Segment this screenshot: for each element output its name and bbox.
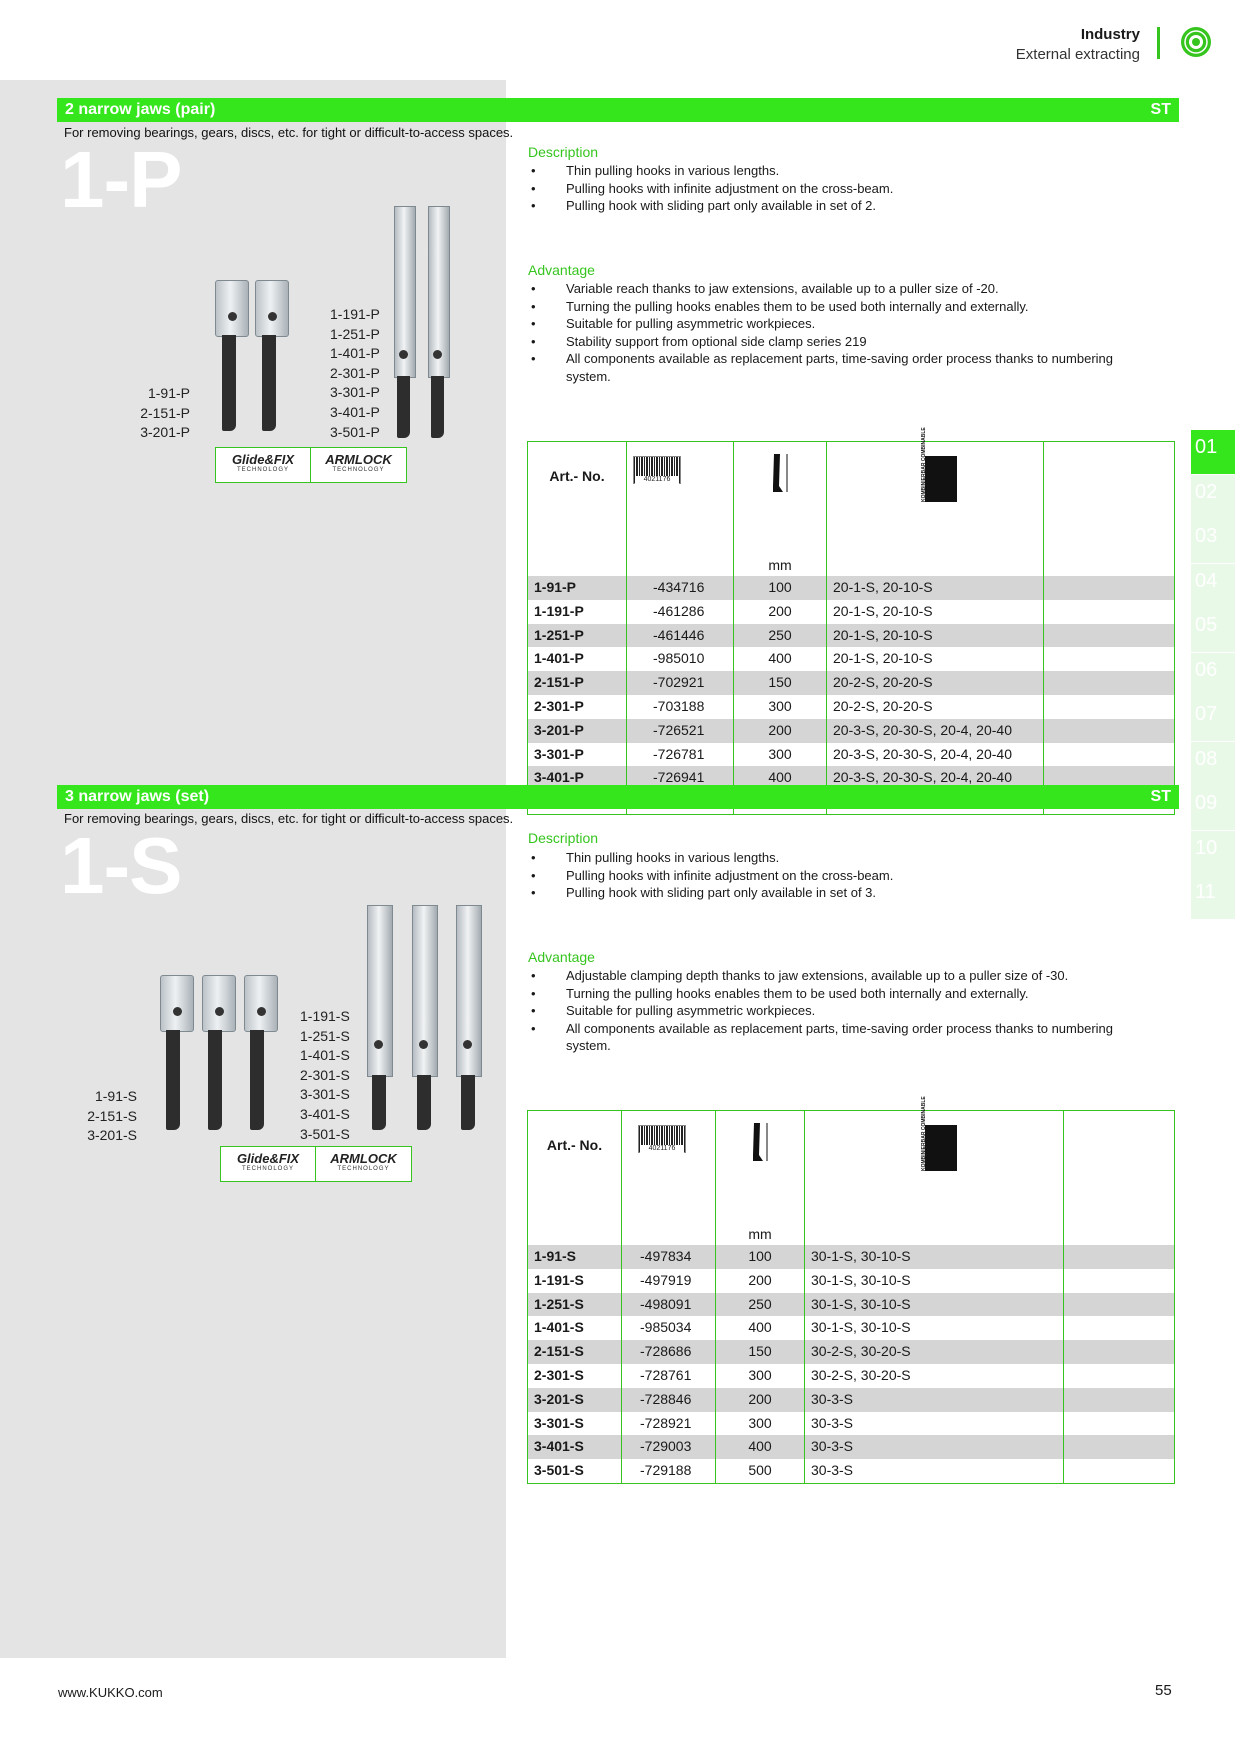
col-header-combinable xyxy=(827,427,1044,555)
jaw-label: 2-301-S xyxy=(300,1066,350,1083)
order-no-cell: -728761 xyxy=(622,1364,716,1388)
glide-fix-sub: TECHNOLOGY xyxy=(236,467,289,473)
table-row xyxy=(528,1316,1175,1340)
list-item: • Turning the pulling hooks enables them to be used both internally and externally. xyxy=(528,985,1148,1003)
art-no-cell: 3-301-S xyxy=(528,1412,622,1436)
combinable-cell: 20-1-S, 20-10-S xyxy=(827,647,1044,671)
combinable-cell: 20-3-S, 20-30-S, 20-4, 20-40 xyxy=(827,766,1044,790)
list-item: • Variable reach thanks to jaw extensions, available up to a puller size of -20. xyxy=(528,280,1148,298)
glide-fix-logo: Glide&FIX xyxy=(231,452,295,467)
empty-cell xyxy=(1064,1435,1175,1459)
empty-cell xyxy=(1064,1340,1175,1364)
art-no-cell: 2-151-S xyxy=(528,1340,622,1364)
barcode-icon: 4021176 xyxy=(633,456,681,484)
combinable-cell: 20-3-S, 20-30-S, 20-4, 20-40 xyxy=(827,719,1044,743)
length-cell: 200 xyxy=(716,1388,805,1412)
list-item: • All components available as replacement parts, time-saving order process thanks to numbering system. xyxy=(528,350,1148,385)
tab-chapter-07[interactable]: 07 xyxy=(1191,697,1235,741)
jaw-label: 3-301-P xyxy=(330,384,380,401)
col-header-artno: Art.- No. xyxy=(528,1111,622,1224)
length-cell: 400 xyxy=(734,647,827,671)
empty-cell xyxy=(1044,624,1175,648)
art-no-cell: 1-191-S xyxy=(528,1269,622,1293)
section-badge: ST xyxy=(1150,788,1171,805)
tab-chapter-02[interactable]: 02 xyxy=(1191,475,1235,519)
combinable-cell: 30-3-S xyxy=(805,1435,1064,1459)
empty-cell xyxy=(1044,600,1175,624)
combinable-cell: 30-1-S, 30-10-S xyxy=(805,1269,1064,1293)
order-no-cell: -702921 xyxy=(627,671,734,695)
kukko-logo-icon xyxy=(1180,26,1212,58)
length-cell: 200 xyxy=(734,719,827,743)
combinable-cell: 30-3-S xyxy=(805,1388,1064,1412)
jaw-label: 3-201-S xyxy=(87,1127,137,1144)
tab-chapter-08[interactable]: 08 xyxy=(1191,742,1235,786)
length-cell: 400 xyxy=(716,1316,805,1340)
art-no-cell: 3-401-S xyxy=(528,1435,622,1459)
jaw-label: 1-401-P xyxy=(330,345,380,362)
jaw-label: 2-151-S xyxy=(87,1107,137,1124)
list-item: • Stability support from optional side clamp series 219 xyxy=(528,333,1148,351)
art-no-cell: 3-201-P xyxy=(528,719,627,743)
tab-chapter-01[interactable]: 01 xyxy=(1191,430,1235,474)
list-item: • Suitable for pulling asymmetric workpieces. xyxy=(528,1002,1148,1020)
combinable-cell: 30-1-S, 30-10-S xyxy=(805,1245,1064,1269)
table-row xyxy=(528,1269,1175,1293)
glide-fix-logo: Glide&FIX xyxy=(236,1151,300,1166)
art-no-cell: 2-301-P xyxy=(528,695,627,719)
advantage-list xyxy=(528,967,1148,1055)
empty-cell xyxy=(1064,1269,1175,1293)
page-number: 55 xyxy=(1155,1682,1172,1699)
empty-cell xyxy=(1044,695,1175,719)
combinable-icon: KOMBINIERBAR COMBINABLE xyxy=(913,456,957,502)
length-cell: 300 xyxy=(716,1412,805,1436)
empty-cell xyxy=(1064,1316,1175,1340)
jaw-label: 3-201-P xyxy=(140,424,190,441)
empty-cell xyxy=(1064,1412,1175,1436)
combinable-cell: 30-1-S, 30-10-S xyxy=(805,1316,1064,1340)
list-item: • Thin pulling hooks in various lengths. xyxy=(528,849,1148,867)
list-item: • Adjustable clamping depth thanks to jaw extensions, available up to a puller size of -30. xyxy=(528,967,1148,985)
combinable-cell: 30-3-S xyxy=(805,1412,1064,1436)
short-jaw-labels xyxy=(100,384,190,443)
category-title: Industry xyxy=(1080,26,1140,43)
table-row xyxy=(528,647,1175,671)
order-no-cell: -728921 xyxy=(622,1412,716,1436)
table-row xyxy=(528,719,1175,743)
length-cell: 100 xyxy=(734,576,827,600)
armlock-sub: TECHNOLOGY xyxy=(332,467,385,473)
jaw-label: 1-91-P xyxy=(147,385,190,401)
table-row xyxy=(528,1412,1175,1436)
jaw-length-icon xyxy=(749,1121,771,1165)
length-cell: 400 xyxy=(716,1435,805,1459)
col-header-barcode xyxy=(627,442,734,555)
advantage-heading: Advantage xyxy=(528,262,595,278)
jaw-label: 1-251-P xyxy=(330,325,380,342)
combinable-cell: 20-1-S, 20-10-S xyxy=(827,624,1044,648)
empty-cell xyxy=(1044,671,1175,695)
barcode-icon: 4021176 xyxy=(638,1125,686,1153)
section-title: 3 narrow jaws (set) xyxy=(65,788,210,805)
length-cell: 300 xyxy=(734,695,827,719)
combinable-cell: 30-1-S, 30-10-S xyxy=(805,1293,1064,1317)
combinable-cell: 20-2-S, 20-20-S xyxy=(827,695,1044,719)
list-item: • Suitable for pulling asymmetric workpieces. xyxy=(528,315,1148,333)
empty-cell xyxy=(1064,1245,1175,1269)
col-header-length xyxy=(716,1111,805,1224)
jaw-label: 1-191-S xyxy=(300,1008,350,1024)
art-no-cell: 1-91-S xyxy=(528,1245,622,1269)
table-row xyxy=(528,1364,1175,1388)
order-no-cell: -729188 xyxy=(622,1459,716,1483)
length-cell: 150 xyxy=(734,671,827,695)
order-no-cell: -497834 xyxy=(622,1245,716,1269)
tab-chapter-06[interactable]: 06 xyxy=(1191,653,1235,697)
combinable-cell: 30-2-S, 30-20-S xyxy=(805,1364,1064,1388)
order-no-cell: -985034 xyxy=(622,1316,716,1340)
section-title: 2 narrow jaws (pair) xyxy=(65,101,216,118)
jaw-label: 1-251-S xyxy=(300,1027,350,1044)
list-item: • Pulling hooks with infinite adjustment on the cross-beam. xyxy=(528,867,1148,885)
jaw-label: 3-501-S xyxy=(300,1125,350,1142)
product-image-jaws-pair xyxy=(0,200,500,460)
table-row xyxy=(528,1340,1175,1364)
jaw-label: 3-401-S xyxy=(300,1105,350,1122)
col-header-barcode xyxy=(622,1111,716,1224)
col-header-empty xyxy=(1044,442,1175,555)
product-table-pair xyxy=(527,427,1175,815)
table-row xyxy=(528,1245,1175,1269)
length-cell: 500 xyxy=(716,1459,805,1483)
tab-chapter-04[interactable]: 04 xyxy=(1191,564,1235,608)
unit-label: mm xyxy=(716,1223,805,1245)
table-row xyxy=(528,1388,1175,1412)
armlock-sub: TECHNOLOGY xyxy=(337,1166,390,1172)
jaw-label: 3-501-P xyxy=(330,423,380,440)
list-item: • Thin pulling hooks in various lengths. xyxy=(528,162,1148,180)
tab-chapter-05[interactable]: 05 xyxy=(1191,608,1235,652)
length-cell: 250 xyxy=(734,624,827,648)
header-divider xyxy=(1157,27,1160,59)
order-no-cell: -729003 xyxy=(622,1435,716,1459)
empty-cell xyxy=(1064,1293,1175,1317)
list-item: • All components available as replacement parts, time-saving order process thanks to numbering system. xyxy=(528,1020,1148,1055)
tab-chapter-11[interactable]: 11 xyxy=(1191,875,1235,919)
combinable-cell: 30-2-S, 30-20-S xyxy=(805,1340,1064,1364)
order-no-cell: -726941 xyxy=(627,766,734,790)
empty-cell xyxy=(1064,1364,1175,1388)
list-item: • Turning the pulling hooks enables them to be used both internally and externally. xyxy=(528,298,1148,316)
description-list xyxy=(528,849,1148,902)
length-cell: 100 xyxy=(716,1245,805,1269)
technology-badges xyxy=(215,447,407,483)
jaw-label: 3-401-P xyxy=(330,403,380,420)
jaw-label: 1-91-S xyxy=(94,1088,137,1104)
table-row xyxy=(528,576,1175,600)
order-no-cell: -728846 xyxy=(622,1388,716,1412)
glide-fix-sub: TECHNOLOGY xyxy=(241,1166,294,1172)
art-no-cell: 3-501-S xyxy=(528,1459,622,1483)
tab-chapter-03[interactable]: 03 xyxy=(1191,519,1235,563)
jaw-label: 2-151-P xyxy=(140,404,190,421)
long-jaw-labels xyxy=(300,1007,350,1144)
description-heading: Description xyxy=(528,144,599,160)
combinable-cell: 20-1-S, 20-10-S xyxy=(827,576,1044,600)
empty-cell xyxy=(1044,576,1175,600)
jaw-length-icon xyxy=(769,452,791,496)
unit-label: mm xyxy=(734,554,827,576)
order-no-cell: -726781 xyxy=(627,743,734,767)
advantage-list xyxy=(528,280,1148,385)
art-no-cell: 1-401-P xyxy=(528,647,627,671)
product-code: 1-P xyxy=(60,135,182,224)
empty-cell xyxy=(1044,647,1175,671)
section-header-pair xyxy=(57,98,1179,122)
order-no-cell: -498091 xyxy=(622,1293,716,1317)
technology-badges xyxy=(220,1146,412,1182)
art-no-cell: 1-401-S xyxy=(528,1316,622,1340)
list-item: • Pulling hooks with infinite adjustment on the cross-beam. xyxy=(528,180,1148,198)
art-no-cell: 3-401-P xyxy=(528,766,627,790)
table-row xyxy=(528,695,1175,719)
art-no-cell: 2-151-P xyxy=(528,671,627,695)
col-header-empty xyxy=(1064,1111,1175,1224)
combinable-icon: KOMBINIERBAR COMBINABLE xyxy=(913,1125,957,1171)
empty-cell xyxy=(1064,1459,1175,1483)
table-row xyxy=(528,1293,1175,1317)
empty-cell xyxy=(1044,743,1175,767)
table-row xyxy=(528,671,1175,695)
order-no-cell: -461286 xyxy=(627,600,734,624)
length-cell: 200 xyxy=(716,1269,805,1293)
art-no-cell: 3-201-S xyxy=(528,1388,622,1412)
tab-chapter-09[interactable]: 09 xyxy=(1191,786,1235,830)
length-cell: 300 xyxy=(734,743,827,767)
art-no-cell: 2-301-S xyxy=(528,1364,622,1388)
footer-url[interactable]: www.KUKKO.com xyxy=(58,1685,163,1700)
jaw-label: 2-301-P xyxy=(330,364,380,381)
art-no-cell: 1-91-P xyxy=(528,576,627,600)
combinable-cell: 20-3-S, 20-30-S, 20-4, 20-40 xyxy=(827,743,1044,767)
section-intro: For removing bearings, gears, discs, etc. for tight or difficult-to-access spaces. xyxy=(64,125,514,140)
empty-cell xyxy=(1044,719,1175,743)
order-no-cell: -703188 xyxy=(627,695,734,719)
category-subtitle: External extracting xyxy=(1015,46,1140,63)
combinable-cell: 20-2-S, 20-20-S xyxy=(827,671,1044,695)
table-row xyxy=(528,1435,1175,1459)
length-cell: 150 xyxy=(716,1340,805,1364)
art-no-cell: 3-301-P xyxy=(528,743,627,767)
section-badge: ST xyxy=(1150,101,1171,118)
product-table-set xyxy=(527,1096,1175,1484)
length-cell: 400 xyxy=(734,766,827,790)
product-code: 1-S xyxy=(60,821,182,910)
length-cell: 200 xyxy=(734,600,827,624)
short-jaw-labels xyxy=(55,1087,137,1146)
col-header-combinable xyxy=(805,1096,1064,1224)
description-list xyxy=(528,162,1148,215)
tab-chapter-10[interactable]: 10 xyxy=(1191,831,1235,875)
section-intro: For removing bearings, gears, discs, etc. for tight or difficult-to-access spaces. xyxy=(64,811,514,826)
order-no-cell: -726521 xyxy=(627,719,734,743)
combinable-cell: 20-1-S, 20-10-S xyxy=(827,600,1044,624)
art-no-cell: 1-251-P xyxy=(528,624,627,648)
order-no-cell: -434716 xyxy=(627,576,734,600)
art-no-cell: 1-191-P xyxy=(528,600,627,624)
order-no-cell: -461446 xyxy=(627,624,734,648)
table-row xyxy=(528,743,1175,767)
combinable-cell: 30-3-S xyxy=(805,1459,1064,1483)
armlock-logo: ARMLOCK xyxy=(325,452,392,467)
description-heading: Description xyxy=(528,830,599,846)
length-cell: 250 xyxy=(716,1293,805,1317)
jaw-label: 3-301-S xyxy=(300,1086,350,1103)
table-row xyxy=(528,624,1175,648)
empty-cell xyxy=(1064,1388,1175,1412)
col-header-length xyxy=(734,442,827,555)
order-no-cell: -985010 xyxy=(627,647,734,671)
section-header-set xyxy=(57,785,1179,809)
table-row xyxy=(528,1459,1175,1483)
art-no-cell: 1-251-S xyxy=(528,1293,622,1317)
long-jaw-labels xyxy=(330,305,380,442)
order-no-cell: -497919 xyxy=(622,1269,716,1293)
armlock-logo: ARMLOCK xyxy=(330,1151,397,1166)
jaw-label: 1-401-S xyxy=(300,1047,350,1064)
length-cell: 300 xyxy=(716,1364,805,1388)
advantage-heading: Advantage xyxy=(528,949,595,965)
jaw-label: 1-191-P xyxy=(330,306,380,322)
list-item: • Pulling hook with sliding part only available in set of 2. xyxy=(528,197,1148,215)
table-row xyxy=(528,600,1175,624)
list-item: • Pulling hook with sliding part only available in set of 3. xyxy=(528,884,1148,902)
order-no-cell: -728686 xyxy=(622,1340,716,1364)
col-header-artno: Art.- No. xyxy=(528,442,627,555)
